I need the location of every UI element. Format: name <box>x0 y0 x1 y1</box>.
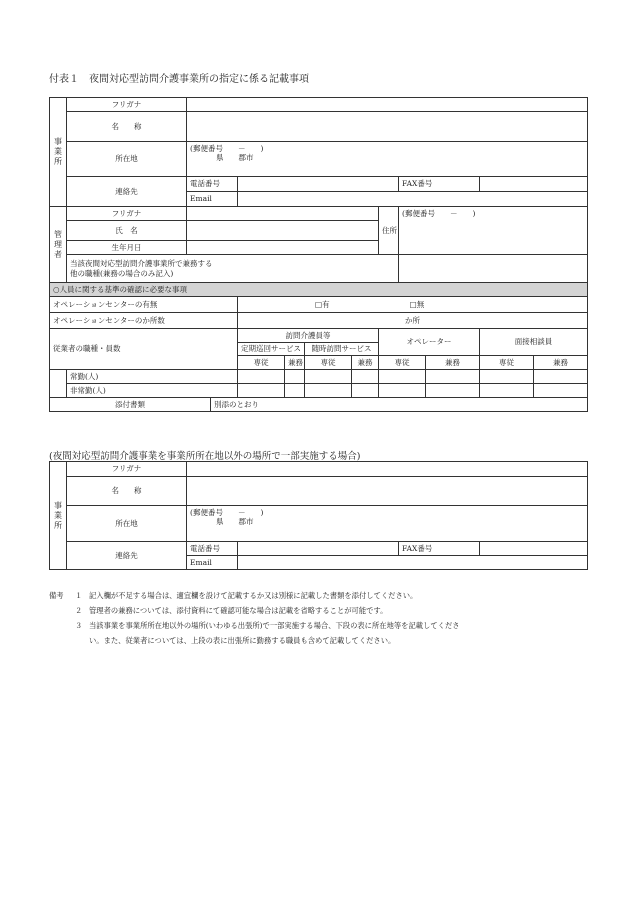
cell-input[interactable] <box>480 370 534 384</box>
note-item: 備考 １ 記入欄が不足する場合は、適宜欄を設けて記載するか又は別様に記載した書類を添付してください。 <box>49 588 585 603</box>
kenmu-header: 兼務 <box>352 356 379 370</box>
furigana-field[interactable] <box>187 98 588 112</box>
furigana-label: フリガナ <box>67 98 187 112</box>
kasho-unit: か所 <box>405 315 421 325</box>
branch-furigana-label: フリガナ <box>67 462 187 477</box>
address-label: 所在地 <box>67 142 187 177</box>
prefecture-text: 県 郡市 <box>216 153 254 163</box>
address-field[interactable] <box>187 142 588 177</box>
branch-contact-label: 連絡先 <box>67 542 187 570</box>
cell-input[interactable] <box>379 384 426 398</box>
parttime-label: 非常勤(人) <box>67 384 238 398</box>
manager-postal-text: (郵便番号 － ) <box>402 209 476 218</box>
branch-address-label: 所在地 <box>67 506 187 542</box>
concurrent-role-field[interactable] <box>399 255 588 283</box>
note-item: ２ 管理者の兼務については、添付資料にて確認可能な場合は記載を省略することが可能です。 <box>75 606 388 615</box>
cell-input[interactable] <box>285 384 305 398</box>
name-label: 名 称 <box>67 112 187 142</box>
postal-code-text: (郵便番号 － ) <box>190 144 264 153</box>
tel-field[interactable] <box>238 177 399 192</box>
branch-email-field[interactable] <box>238 556 588 570</box>
cell-input[interactable] <box>426 370 480 384</box>
cell-input[interactable] <box>305 384 352 398</box>
email-label: Email <box>187 192 238 207</box>
kenmu-header: 兼務 <box>534 356 588 370</box>
fax-field[interactable] <box>480 177 588 192</box>
cell-input[interactable] <box>238 370 285 384</box>
branch-fax-field[interactable] <box>480 542 588 556</box>
manager-address-field[interactable] <box>399 207 588 255</box>
branch-furigana-field[interactable] <box>187 462 588 477</box>
tel-label: 電話番号 <box>187 177 238 192</box>
attachment-label: 添付書類 <box>50 398 211 412</box>
attachment-value: 別添のとおり <box>211 398 588 412</box>
branch-form-table <box>49 461 588 570</box>
note-continuation: い。また、従業者については、上段の表に出張所に勤務する職員も含めて記載してください。 <box>89 636 396 645</box>
cell-input[interactable] <box>426 384 480 398</box>
cell-input[interactable] <box>379 370 426 384</box>
manager-furigana-label: フリガナ <box>67 207 187 221</box>
yes-checkbox[interactable]: □有 <box>315 299 330 309</box>
birthdate-label: 生年月日 <box>67 241 187 255</box>
manager-furigana-field[interactable] <box>187 207 379 221</box>
branch-name-field[interactable] <box>187 477 588 506</box>
senju-header: 専従 <box>305 356 352 370</box>
op-center-exists-field <box>238 297 588 313</box>
branch-name-label: 名 称 <box>67 477 187 506</box>
branch-postal-code-text: (郵便番号 － ) <box>190 508 264 517</box>
senju-header: 専従 <box>480 356 534 370</box>
main-form-table <box>49 97 588 412</box>
staff-type-label: 従業者の職種・員数 <box>50 329 238 370</box>
concurrent-role-label: 当該夜間対応型訪問介護事業所で兼務する 他の職種(兼務の場合のみ記入) <box>67 255 399 283</box>
cell-input[interactable] <box>238 384 285 398</box>
fulltime-label: 常勤(人) <box>67 370 238 384</box>
kaigo-staff-header: 訪問介護員等 <box>238 329 379 343</box>
op-center-count-field[interactable] <box>238 313 588 329</box>
senju-header: 専従 <box>238 356 285 370</box>
cell-input[interactable] <box>352 384 379 398</box>
cell-input[interactable] <box>480 384 534 398</box>
branch-prefecture-text: 県 郡市 <box>216 517 254 527</box>
op-center-count-label: オペレーションセンターのか所数 <box>50 313 238 329</box>
name-field[interactable] <box>187 112 588 142</box>
teiki-header: 定期巡回サービス <box>238 343 305 356</box>
operator-header: オペレーター <box>379 329 480 356</box>
zuiji-header: 随時訪問サービス <box>305 343 379 356</box>
cell-input[interactable] <box>305 370 352 384</box>
fax-label: FAX番号 <box>399 177 480 192</box>
birthdate-field[interactable] <box>187 241 379 255</box>
notes-section <box>49 588 585 648</box>
branch-fax-label: FAX番号 <box>399 542 480 556</box>
cell-input[interactable] <box>285 370 305 384</box>
cell-input[interactable] <box>534 370 588 384</box>
cell-input[interactable] <box>352 370 379 384</box>
personnel-heading: ○人員に関する基準の確認に必要な事項 <box>50 283 588 297</box>
cell-input[interactable] <box>534 384 588 398</box>
mensetsu-header: 面接相談員 <box>480 329 588 356</box>
notes-head: 備考 <box>49 591 64 600</box>
manager-name-label: 氏 名 <box>67 221 187 241</box>
jigyosho-section-label: 事 業 所 <box>50 98 67 207</box>
kenmu-header: 兼務 <box>426 356 480 370</box>
manager-address-label: 住所 <box>379 207 399 255</box>
branch-tel-label: 電話番号 <box>187 542 238 556</box>
branch-tel-field[interactable] <box>238 542 399 556</box>
no-checkbox[interactable]: □無 <box>409 299 425 309</box>
section-subtitle: (夜間対応型訪問介護事業を事業所所在地以外の場所で一部実施する場合) <box>49 451 361 462</box>
kanrisha-section-label: 管 理 者 <box>50 207 67 283</box>
note-item: ３ 当該事業を事業所所在地以外の場所(いわゆる出張所)で一部実施する場合、下段の表に所在地等を記載してくださ <box>75 621 460 630</box>
branch-address-field[interactable] <box>187 506 588 542</box>
page-title: 付表１ 夜間対応型訪問介護事業所の指定に係る記載事項 <box>49 74 309 85</box>
email-field[interactable] <box>238 192 588 207</box>
contact-label: 連絡先 <box>67 177 187 207</box>
op-center-exists-label: オペレーションセンターの有無 <box>50 297 238 313</box>
branch-jigyosho-section-label: 事 業 所 <box>50 462 67 570</box>
manager-name-field[interactable] <box>187 221 379 241</box>
branch-email-label: Email <box>187 556 238 570</box>
kenmu-header: 兼務 <box>285 356 305 370</box>
senju-header: 専従 <box>379 356 426 370</box>
